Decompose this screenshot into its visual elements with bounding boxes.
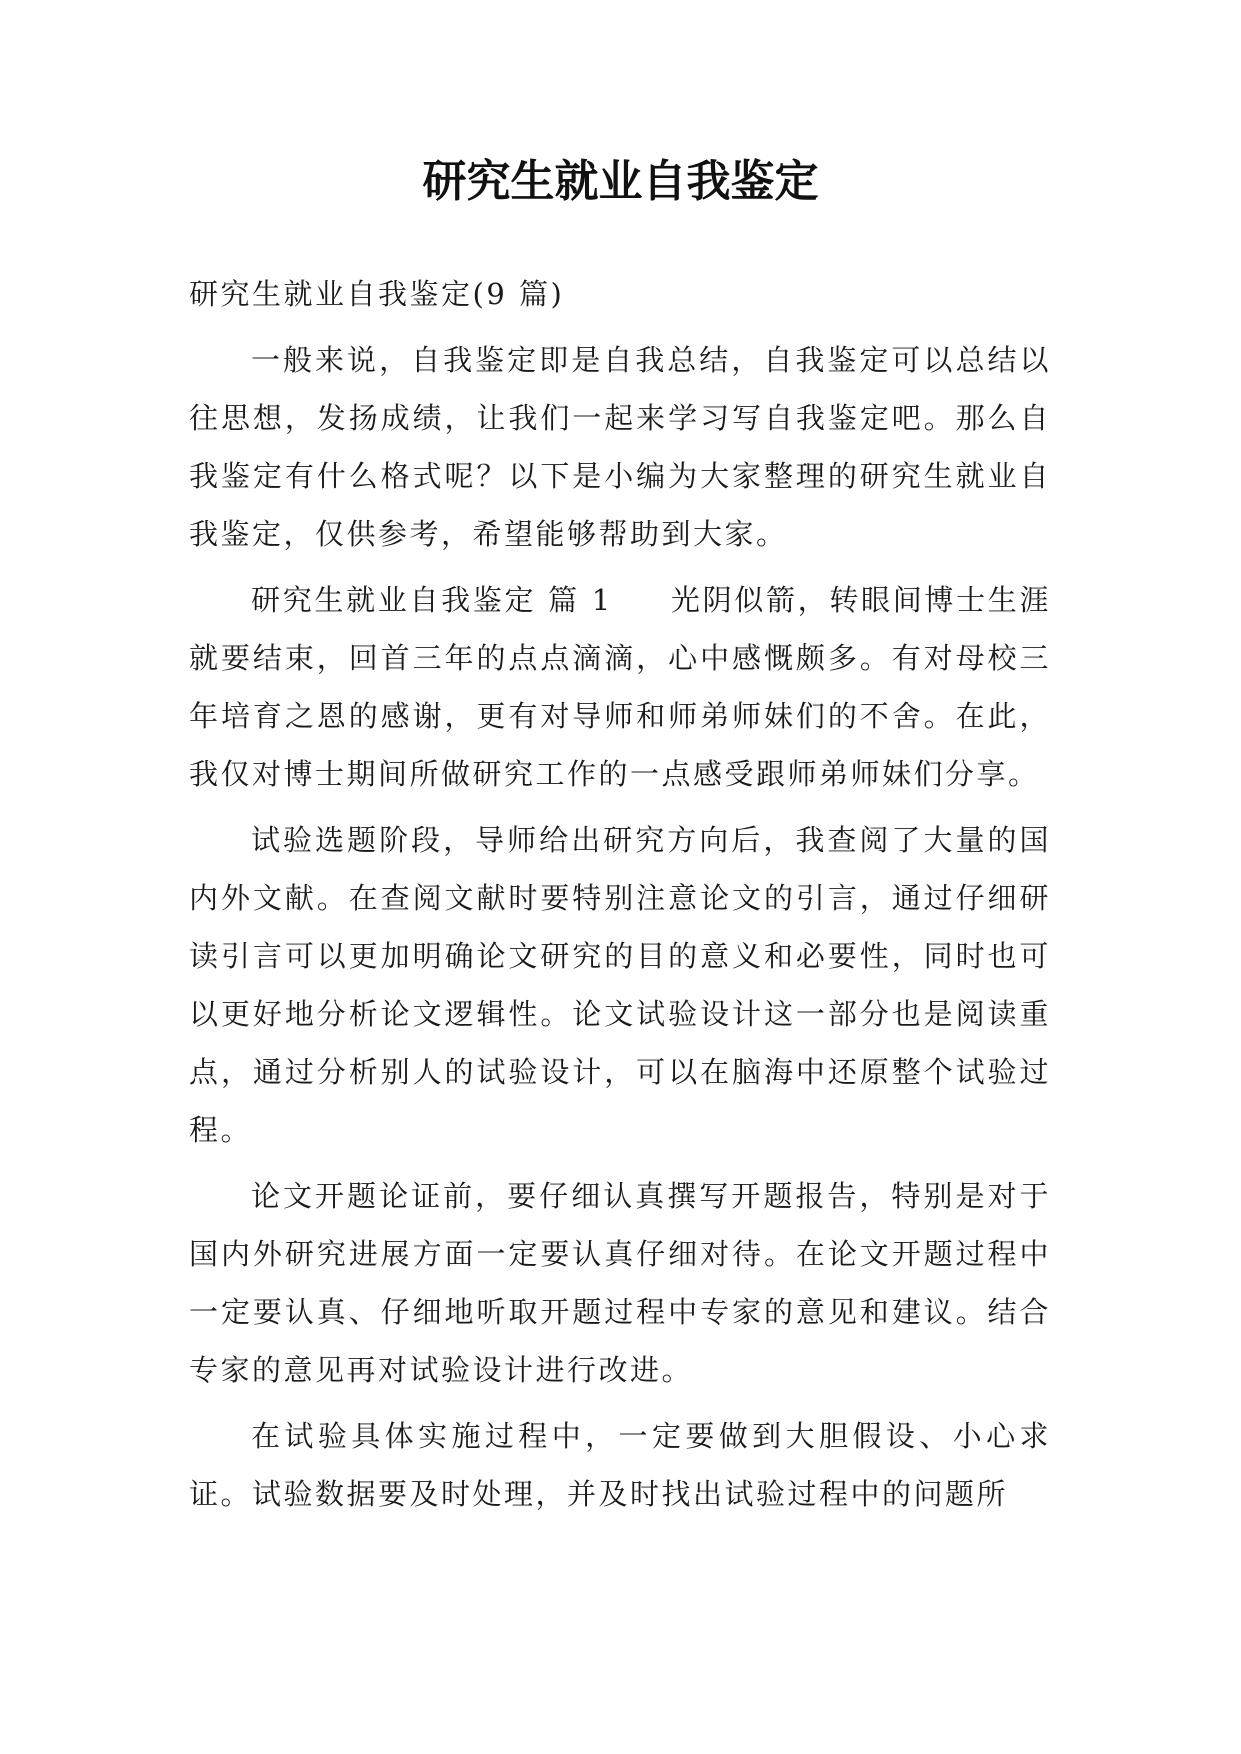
intro-paragraph: 一般来说，自我鉴定即是自我总结，自我鉴定可以总结以往思想，发扬成绩，让我们一起来学习写自我鉴定吧。那么自我鉴定有什么格式呢？以下是小编为大家整理的研究生就业自我鉴定，仅供参考，希望能够帮助到大家。 [189,343,1051,551]
body-paragraph: 在试验具体实施过程中，一定要做到大胆假设、小心求证。试验数据要及时处理，并及时找出试验过程中的问题所 [189,1419,1051,1511]
body-paragraph: 论文开题论证前，要仔细认真撰写开题报告，特别是对于国内外研究进展方面一定要认真仔细对待。在论文开题过程中一定要认真、仔细地听取开题过程中专家的意见和建议。结合专家的意见再对试验设计进行改进。 [189,1179,1051,1387]
section-1-heading: 研究生就业自我鉴定 篇 1 [251,583,613,617]
document-title: 研究生就业自我鉴定 [422,156,819,207]
section-1-text: 光阴似箭，转眼间博士生涯就要结束，回首三年的点点滴滴，心中感慨颇多。有对母校三年培育之恩的感谢，更有对导师和师弟师妹们的不舍。在此，我仅对博士期间所做研究工作的一点感受跟师弟师妹们分享。 [189,583,1051,791]
document-body [189,265,1051,1531]
body-paragraph: 试验选题阶段，导师给出研究方向后，我查阅了大量的国内外文献。在查阅文献时要特别注意论文的引言，通过仔细研读引言可以更加明确论文研究的目的意义和必要性，同时也可以更好地分析论文逻辑性。论文试验设计这一部分也是阅读重点，通过分析别人的试验设计，可以在脑海中还原整个试验过程。 [189,823,1051,1147]
section-1-paragraph [189,571,1051,803]
document-subtitle: 研究生就业自我鉴定(9 篇) [189,277,565,311]
